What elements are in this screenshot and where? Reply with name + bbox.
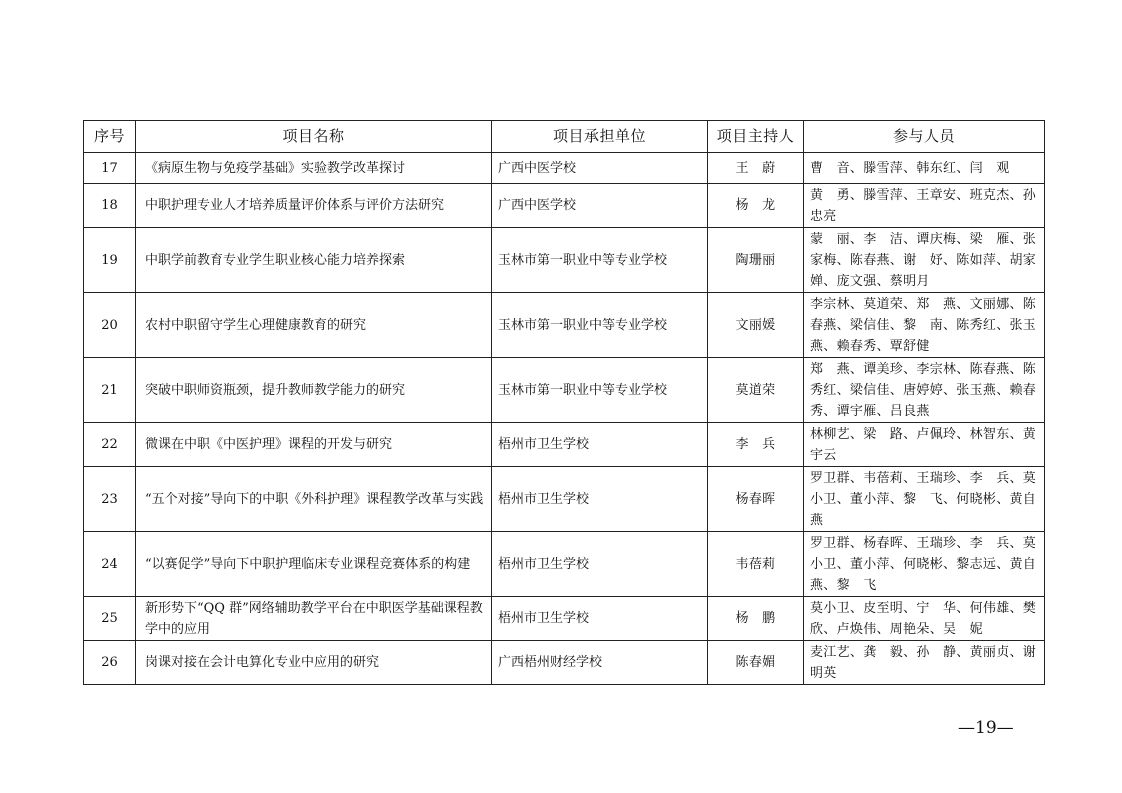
cell-no: 19 <box>84 228 136 293</box>
cell-host: 莫道荣 <box>708 358 804 423</box>
table-row <box>84 641 1045 685</box>
header-host: 项目主持人 <box>708 121 804 153</box>
table-row <box>84 467 1045 532</box>
table-row <box>84 293 1045 358</box>
cell-no: 25 <box>84 597 136 641</box>
header-members: 参与人员 <box>804 121 1045 153</box>
cell-no: 24 <box>84 532 136 597</box>
cell-unit: 广西中医学校 <box>492 153 708 184</box>
cell-members: 林柳艺、梁 路、卢佩玲、林智东、黄宇云 <box>804 423 1045 467</box>
cell-no: 26 <box>84 641 136 685</box>
cell-members: 郑 燕、谭美珍、李宗林、陈春燕、陈秀红、梁信佳、唐婷婷、张玉燕、赖春秀、谭宇雁、吕良燕 <box>804 358 1045 423</box>
cell-no: 17 <box>84 153 136 184</box>
cell-name: “五个对接”导向下的中职《外科护理》课程教学改革与实践 <box>136 467 492 532</box>
cell-members: 罗卫群、杨春晖、王瑞珍、李 兵、莫小卫、董小萍、何晓彬、黎志远、黄自燕、黎 飞 <box>804 532 1045 597</box>
cell-unit: 梧州市卫生学校 <box>492 467 708 532</box>
cell-host: 文丽媛 <box>708 293 804 358</box>
cell-host: 王 蔚 <box>708 153 804 184</box>
cell-host: 杨春晖 <box>708 467 804 532</box>
cell-no: 18 <box>84 184 136 228</box>
cell-no: 20 <box>84 293 136 358</box>
cell-members: 莫小卫、皮至明、宁 华、何伟雄、樊 欣、卢焕伟、周艳朵、吴 妮 <box>804 597 1045 641</box>
cell-host: 陶珊丽 <box>708 228 804 293</box>
cell-name: 《病原生物与免疫学基础》实验教学改革探讨 <box>136 153 492 184</box>
cell-name: 新形势下“QQ 群”网络辅助教学平台在中职医学基础课程教学中的应用 <box>136 597 492 641</box>
cell-host: 杨 鹏 <box>708 597 804 641</box>
cell-no: 21 <box>84 358 136 423</box>
cell-name: 中职护理专业人才培养质量评价体系与评价方法研究 <box>136 184 492 228</box>
cell-no: 22 <box>84 423 136 467</box>
cell-members: 李宗林、莫道荣、郑 燕、文丽娜、陈春燕、梁信佳、黎 南、陈秀红、张玉燕、赖春秀、覃舒健 <box>804 293 1045 358</box>
cell-unit: 梧州市卫生学校 <box>492 423 708 467</box>
cell-unit: 玉林市第一职业中等专业学校 <box>492 228 708 293</box>
header-unit: 项目承担单位 <box>492 121 708 153</box>
cell-name: 岗课对接在会计电算化专业中应用的研究 <box>136 641 492 685</box>
cell-name: 中职学前教育专业学生职业核心能力培养探索 <box>136 228 492 293</box>
cell-members: 蒙 丽、李 洁、谭庆梅、梁 雁、张家梅、陈春燕、谢 妤、陈如萍、胡家婵、庞文强、蔡明月 <box>804 228 1045 293</box>
header-no: 序号 <box>84 121 136 153</box>
header-name: 项目名称 <box>136 121 492 153</box>
cell-members: 黄 勇、滕雪萍、王章安、班克杰、孙忠亮 <box>804 184 1045 228</box>
header-row <box>84 121 1045 153</box>
cell-unit: 玉林市第一职业中等专业学校 <box>492 358 708 423</box>
cell-no: 23 <box>84 467 136 532</box>
cell-members: 罗卫群、韦蓓莉、王瑞珍、李 兵、莫小卫、董小萍、黎 飞、何晓彬、黄自燕 <box>804 467 1045 532</box>
table-row <box>84 532 1045 597</box>
table-row <box>84 228 1045 293</box>
cell-unit: 玉林市第一职业中等专业学校 <box>492 293 708 358</box>
cell-host: 韦蓓莉 <box>708 532 804 597</box>
cell-name: 微课在中职《中医护理》课程的开发与研究 <box>136 423 492 467</box>
cell-host: 陈春媚 <box>708 641 804 685</box>
cell-name: “以赛促学”导向下中职护理临床专业课程竞赛体系的构建 <box>136 532 492 597</box>
table-row <box>84 153 1045 184</box>
cell-members: 麦江艺、龚 毅、孙 静、黄丽贞、谢明英 <box>804 641 1045 685</box>
cell-unit: 梧州市卫生学校 <box>492 532 708 597</box>
cell-members: 曹 音、滕雪萍、韩东红、闫 观 <box>804 153 1045 184</box>
cell-unit: 广西中医学校 <box>492 184 708 228</box>
cell-unit: 梧州市卫生学校 <box>492 597 708 641</box>
cell-name: 突破中职师资瓶颈，提升教师教学能力的研究 <box>136 358 492 423</box>
cell-host: 李 兵 <box>708 423 804 467</box>
project-table <box>83 120 1050 685</box>
cell-host: 杨 龙 <box>708 184 804 228</box>
table-row <box>84 184 1045 228</box>
table-row <box>84 423 1045 467</box>
cell-name: 农村中职留守学生心理健康教育的研究 <box>136 293 492 358</box>
table-row <box>84 358 1045 423</box>
page-number: —19— <box>958 718 1014 738</box>
cell-unit: 广西梧州财经学校 <box>492 641 708 685</box>
table-row <box>84 597 1045 641</box>
